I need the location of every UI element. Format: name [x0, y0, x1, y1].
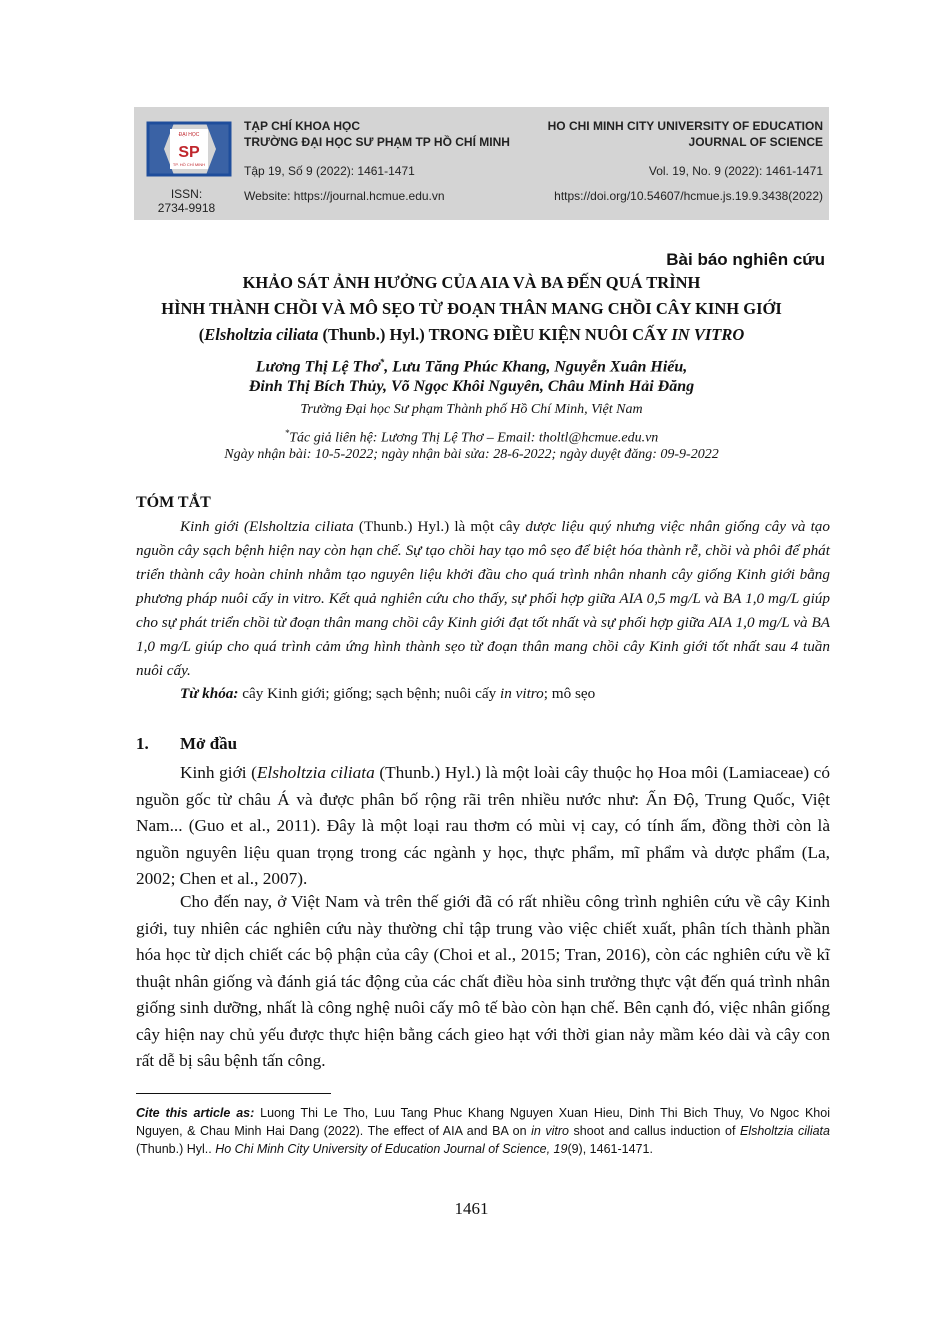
title-line-2: HÌNH THÀNH CHỒI VÀ MÔ SẸO TỪ ĐOẠN THÂN MANG CHỒI CÂY KINH GIỚI: [161, 299, 782, 318]
title-line-1: KHẢO SÁT ẢNH HƯỞNG CỦA AIA VÀ BA ĐẾN QUÁ TRÌNH: [242, 273, 701, 292]
corresponding-author: *Tác giả liên hệ: Lương Thị Lệ Thơ – Email: tholtl@hcmue.edu.vn: [284, 428, 659, 446]
journal-header: [134, 107, 829, 220]
university-logo: [144, 119, 234, 179]
page-number: 1461: [454, 1199, 489, 1218]
issue-en: Vol. 19, No. 9 (2022): 1461-1471: [648, 164, 823, 178]
journal-name-vi: TẠP CHÍ KHOA HỌC: [244, 119, 361, 133]
journal-name-en: JOURNAL OF SCIENCE: [688, 135, 823, 149]
body-paragraph-1: Kinh giới (Elsholtzia ciliata (Thunb.) Hyl.) là một loài cây thuộc họ Hoa môi (Lamiaceae) có nguồn gốc từ châu Á và được phân bố rộng rãi trên nhiều nước như: Ấn Độ, Trung Quốc, Việt Nam... (Guo et al., 2011). Đây là một loại rau thơm có mùi vị cay, có tính ấm, đồng thời còn là nguồn nguyên liệu quan trọng trong các ngành y học, thực phẩm, mĩ phẩm và dược phẩm (La, 2002; Chen et al., 2007).: [136, 763, 830, 888]
university-name-en: HO CHI MINH CITY UNIVERSITY OF EDUCATION: [547, 119, 823, 133]
svg-text:TP. HỒ CHÍ MINH: TP. HỒ CHÍ MINH: [172, 162, 206, 167]
section-heading: 1. Mở đầu: [136, 734, 238, 753]
svg-text:SP: SP: [178, 144, 200, 161]
article-type: Bài báo nghiên cứu: [666, 250, 825, 269]
footnote-divider: [136, 1093, 331, 1094]
keywords: Từ khóa: cây Kinh giới; giống; sạch bệnh; nuôi cấy in vitro; mô sẹo: [180, 685, 596, 702]
university-name-vi: TRƯỜNG ĐẠI HỌC SƯ PHẠM TP HỒ CHÍ MINH: [244, 135, 510, 149]
body-paragraph-2: Cho đến nay, ở Việt Nam và trên thế giới đã có rất nhiều công trình nghiên cứu về cây Kinh giới, tuy nhiên các nghiên cứu này thường chỉ tập trung vào việc chiết xuất, phân tích thành phần hóa học từ dịch chiết các bộ phận của cây (Choi et al., 2015; Tran, 2016), còn các nghiên cứu về kĩ thuật nhân giống và đánh giá tác động của các chất điều hòa sinh trưởng thực vật đến quá trình nhân giống sinh dưỡng, nhất là công nghệ nuôi cấy mô tế bào còn hạn chế. Bên cạnh đó, việc nhân giống cây hiện nay chủ yếu được thực hiện bằng cách gieo hạt với thời gian nảy mầm kéo dài và cây con rất dễ bị sâu bệnh tấn công.: [136, 892, 830, 1070]
title-line-3: (Elsholtzia ciliata (Thunb.) Hyl.) TRONG ĐIỀU KIỆN NUÔI CẤY IN VITRO: [198, 325, 745, 344]
article-dates: Ngày nhận bài: 10-5-2022; ngày nhận bài sửa: 28-6-2022; ngày duyệt đăng: 09-9-2022: [224, 447, 719, 462]
svg-text:ĐẠI HỌC: ĐẠI HỌC: [178, 132, 200, 138]
abstract-heading: TÓM TẮT: [136, 494, 211, 511]
abstract-text: Kinh giới (Elsholtzia ciliata (Thunb.) Hyl.) là một cây dược liệu quý nhưng việc nhân giống cây và tạo nguồn cây sạch bệnh hiện nay còn hạn chế. Sự tạo chồi hay tạo mô sẹo để biệt hóa thành rễ, chồi và phôi để phát triển thành cây hoàn chỉnh nhằm tạo nguyên liệu khởi đầu cho quá trình nhân nhanh cây giống Kinh giới bằng phương pháp nuôi cấy in vitro. Kết quả nghiên cứu cho thấy, sự phối hợp giữa AIA 0,5 mg/L và BA 1,0 mg/L giúp cho sự phát triển chồi từ đoạn thân mang chồi cây Kinh giới đạt tốt nhất và sự phối hợp giữa AIA 1,0 mg/L và BA 1,0 mg/L giúp cho quá trình cảm ứng hình thành sẹo từ đoạn thân mang chồi cây Kinh giới tốt nhất sau 4 tuần nuôi cấy.: [136, 518, 830, 679]
doi-link[interactable]: https://doi.org/10.54607/hcmue.js.19.9.3438(2022): [554, 189, 823, 203]
authors-line-1: Lương Thị Lệ Thơ*, Lưu Tăng Phúc Khang, Nguyễn Xuân Hiếu,: [255, 357, 688, 376]
affiliation: Trường Đại học Sư phạm Thành phố Hồ Chí Minh, Việt Nam: [300, 402, 643, 417]
website[interactable]: Website: https://journal.hcmue.edu.vn: [244, 189, 445, 203]
issue-vi: Tập 19, Số 9 (2022): 1461-1471: [244, 164, 415, 178]
issn: ISSN: 2734-9918: [157, 187, 216, 215]
authors-line-2: Đinh Thị Bích Thủy, Võ Ngọc Khôi Nguyên, Châu Minh Hải Đăng: [248, 378, 695, 395]
citation-footnote: Cite this article as: Luong Thi Le Tho, Luu Tang Phuc Khang Nguyen Xuan Hieu, Dinh Thi Bich Thuy, Vo Ngoc Khoi Nguyen, & Chau Minh Hai Dang (2022). The effect of AIA and BA on in vitro shoot and callus induction of Elsholtzia ciliata (Thunb.) Hyl.. Ho Chi Minh City University of Education Journal of Science, 19(9), 1461-1471.: [136, 1106, 830, 1156]
